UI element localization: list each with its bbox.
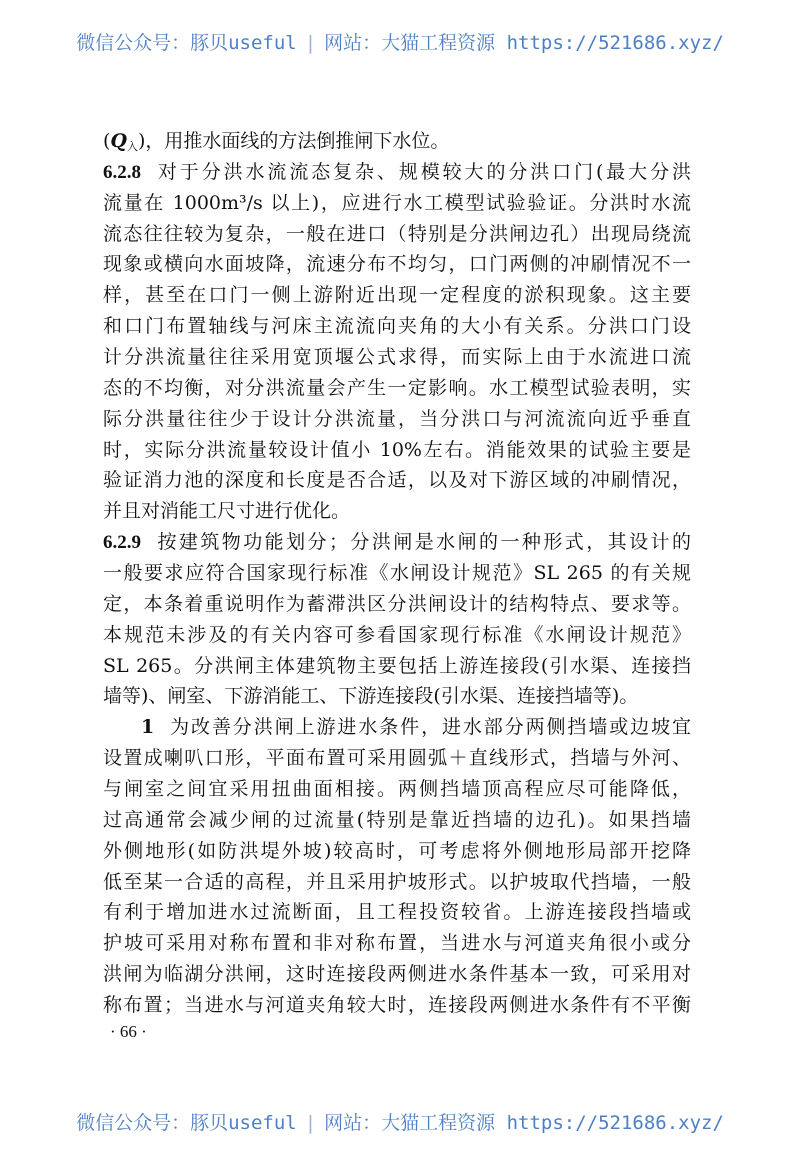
item-number: 1 xyxy=(141,716,155,739)
text-line xyxy=(103,867,691,898)
section-6-2-9-line xyxy=(103,527,691,558)
text-line xyxy=(103,928,691,959)
page-number: · 66 · xyxy=(110,1022,147,1041)
text-line xyxy=(103,558,691,589)
line-text: 过高通常会减少闸的过流量(特别是靠近挡墙的边孔)。如果挡墙 xyxy=(103,808,691,831)
watermark-top xyxy=(0,28,800,55)
section-number: 6.2.8 xyxy=(103,161,141,183)
line-text: 对于分洪水流流态复杂、规模较大的分洪口门(最大分洪 xyxy=(155,160,691,183)
text-line xyxy=(103,404,691,435)
line-text: 现象或横向水面坡降，流速分布不均匀，口门两侧的冲刷情况不一 xyxy=(103,253,691,276)
line-text: 态的不均衡，对分洪流量会产生一定影响。水工模型试验表明，实 xyxy=(103,376,691,399)
text-line xyxy=(103,897,691,928)
line-text: 墙等)、闸室、下游消能工、下游连接段(引水渠、连接挡墙等)。 xyxy=(103,685,639,708)
text-line xyxy=(103,589,691,620)
line-text: SL 265。分洪闸主体建筑物主要包括上游连接段(引水渠、连接挡 xyxy=(103,654,691,677)
line-text: 样，甚至在口门一侧上游附近出现一定程度的淤积现象。这主要 xyxy=(103,284,691,307)
text-line xyxy=(103,805,691,836)
text-line xyxy=(103,774,691,805)
section-number: 6.2.9 xyxy=(103,532,141,554)
text-line xyxy=(103,188,691,219)
text-line xyxy=(103,373,691,404)
line-text: 低至某一合适的高程，并且采用护坡形式。以护坡取代挡墙，一般 xyxy=(103,870,691,893)
line-text: 按建筑物功能划分；分洪闸是水闸的一种形式，其设计的 xyxy=(155,531,691,554)
line-text: 设置成喇叭口形，平面布置可采用圆弧＋直线形式，挡墙与外河、 xyxy=(103,747,691,770)
line-text: 计分洪流量往往采用宽顶堰公式求得，而实际上由于水流进口流 xyxy=(103,346,691,369)
q-variable: Q xyxy=(110,130,127,152)
document-body xyxy=(103,126,691,1021)
text-line xyxy=(103,126,691,157)
text-line xyxy=(103,712,691,743)
text-line xyxy=(103,836,691,867)
text-line xyxy=(103,342,691,373)
watermark-bottom xyxy=(0,1108,800,1135)
text-line xyxy=(103,651,691,682)
line-text: 有利于增加进水过流断面，且工程投资较省。上游连接段挡墙或 xyxy=(103,901,691,924)
text-line xyxy=(103,465,691,496)
watermark-account: 微信公众号：豚贝useful xyxy=(76,1112,297,1134)
line-text: 为改善分洪闸上游进水条件，进水部分两侧挡墙或边坡宜 xyxy=(168,716,691,739)
text-line xyxy=(103,681,691,712)
line-text: 流量在 1000m³/s 以上)，应进行水工模型试验验证。分洪时水流 xyxy=(103,191,691,214)
watermark-site: 网站：大猫工程资源 https://521686.xyz/ xyxy=(324,1112,724,1134)
watermark-separator: | xyxy=(304,1112,317,1134)
line-text: 定，本条着重说明作为蓄滞洪区分洪闸设计的结构特点、要求等。 xyxy=(103,592,691,615)
line-text: 护坡可采用对称布置和非对称布置，当进水与河道夹角很小或分 xyxy=(103,932,691,955)
line-text: 与闸室之间宜采用扭曲面相接。两侧挡墙顶高程应尽可能降低， xyxy=(103,778,691,801)
line-text: 时，实际分洪流量较设计值小 10%左右。消能效果的试验主要是 xyxy=(103,438,691,461)
line-text: 洪闸为临湖分洪闸，这时连接段两侧进水条件基本一致，可采用对 xyxy=(103,963,691,986)
line-text: )，用推水面线的方法倒推闸下水位。 xyxy=(137,130,450,152)
text-line xyxy=(103,219,691,250)
section-6-2-8-line xyxy=(103,157,691,188)
text-line xyxy=(103,311,691,342)
text-line xyxy=(103,496,691,527)
line-text: 称布置；当进水与河道夹角较大时，连接段两侧进水条件有不平衡 xyxy=(103,994,691,1017)
watermark-separator: | xyxy=(304,32,317,54)
line-text: 本规范未涉及的有关内容可参看国家现行标准《水闸设计规范》 xyxy=(103,623,691,646)
text-line xyxy=(103,620,691,651)
line-text: 和口门布置轴线与河床主流流向夹角的大小有关系。分洪口门设 xyxy=(103,315,691,338)
text-line xyxy=(103,249,691,280)
text-line xyxy=(103,959,691,990)
text-line xyxy=(103,990,691,1021)
line-text: 流态往往较为复杂，一般在进口（特别是分洪闸边孔）出现局绕流 xyxy=(103,222,691,245)
q-subscript: 入 xyxy=(126,140,138,153)
line-text: 并且对消能工尺寸进行优化。 xyxy=(103,500,351,523)
line-text: 一般要求应符合国家现行标准《水闸设计规范》SL 265 的有关规 xyxy=(103,562,691,585)
text-line xyxy=(103,743,691,774)
line-text: 际分洪量往往少于设计分洪流量，当分洪口与河流流向近乎垂直 xyxy=(103,407,691,430)
paren-open: ( xyxy=(103,130,111,152)
watermark-site: 网站：大猫工程资源 https://521686.xyz/ xyxy=(324,32,724,54)
text-line xyxy=(103,435,691,466)
line-text: 外侧地形(如防洪堤外坡)较高时，可考虑将外侧地形局部开挖降 xyxy=(103,839,691,862)
text-line xyxy=(103,280,691,311)
line-text: 验证消力池的深度和长度是否合适，以及对下游区域的冲刷情况， xyxy=(103,469,691,492)
watermark-account: 微信公众号：豚贝useful xyxy=(76,32,297,54)
